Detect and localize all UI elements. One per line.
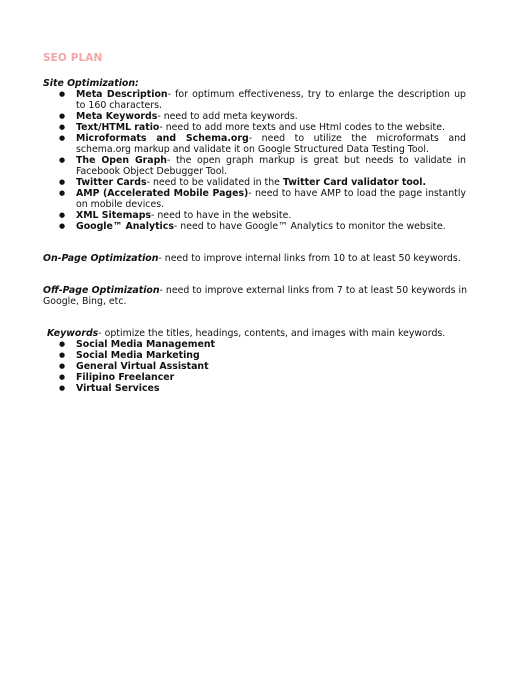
off-page-heading: Off-Page Optimization	[43, 285, 160, 296]
item-text: - the open graph markup is great but needs to validate in Facebook Object Debugger Tool.	[76, 155, 466, 177]
keywords-list	[76, 339, 466, 394]
document-title: SEO PLAN	[43, 52, 103, 64]
item-term: The Open Graph	[76, 155, 167, 166]
list-item-amp	[76, 188, 466, 210]
list-item-xml-sitemaps	[76, 210, 466, 221]
site-optimization-list	[76, 89, 466, 232]
list-item-google-analytics	[76, 221, 466, 232]
list-item-open-graph	[76, 155, 466, 177]
on-page-text: - need to improve internal links from 10 to at least 50 keywords.	[158, 253, 461, 264]
item-text: - need to add meta keywords.	[157, 111, 298, 122]
site-optimization-heading: Site Optimization:	[43, 78, 139, 89]
item-term: AMP (Accelerated Mobile Pages)	[76, 188, 249, 199]
keywords-paragraph	[47, 328, 445, 339]
keywords-text: - optimize the titles, headings, contents, and images with main keywords.	[98, 328, 446, 339]
keyword-item: ● Social Media Marketing	[76, 350, 466, 361]
item-text: - need to be validated in the	[146, 177, 283, 188]
item-term: Meta Keywords	[76, 111, 158, 122]
keyword-item: ● Virtual Services	[76, 383, 466, 394]
item-bold-tail: Twitter Card validator tool.	[282, 177, 427, 188]
list-item-meta-keywords	[76, 111, 466, 122]
keyword-item: ● Social Media Management	[76, 339, 466, 350]
keyword-item: ● General Virtual Assistant	[76, 361, 466, 372]
keywords-heading: Keywords	[47, 328, 99, 339]
off-page-text: - need to improve external links from 7 to at least 50 keywords in Google, Bing, etc.	[43, 285, 468, 307]
item-term: Text/HTML ratio	[76, 122, 160, 133]
item-text: - need to add more texts and use Html codes to the website.	[159, 122, 445, 133]
off-page-optimization-paragraph	[43, 285, 468, 307]
list-item-twitter-cards	[76, 177, 466, 188]
keyword-item: ● Filipino Freelancer	[76, 372, 466, 383]
on-page-optimization-paragraph	[43, 253, 468, 264]
item-text: - for optimum effectiveness, try to enlarge the description up to 160 characters.	[76, 89, 466, 111]
list-item-text-html-ratio	[76, 122, 466, 133]
item-text: - need to have AMP to load the page instantly on mobile devices.	[76, 188, 466, 210]
list-item-microformats	[76, 133, 466, 155]
item-term: Google™ Analytics	[76, 221, 174, 232]
item-term: Meta Description	[76, 89, 168, 100]
item-term: Microformats and Schema.org	[76, 133, 249, 144]
item-text: - need to utilize the microformats and schema.org markup and validate it on Google Structured Data Testing Tool.	[76, 133, 466, 155]
item-text: - need to have in the website.	[151, 210, 292, 221]
list-item-meta-description	[76, 89, 466, 111]
item-term: Twitter Cards	[76, 177, 147, 188]
on-page-heading: On-Page Optimization	[43, 253, 159, 264]
item-text: - need to have Google™ Analytics to monitor the website.	[173, 221, 446, 232]
item-term: XML Sitemaps	[76, 210, 151, 221]
